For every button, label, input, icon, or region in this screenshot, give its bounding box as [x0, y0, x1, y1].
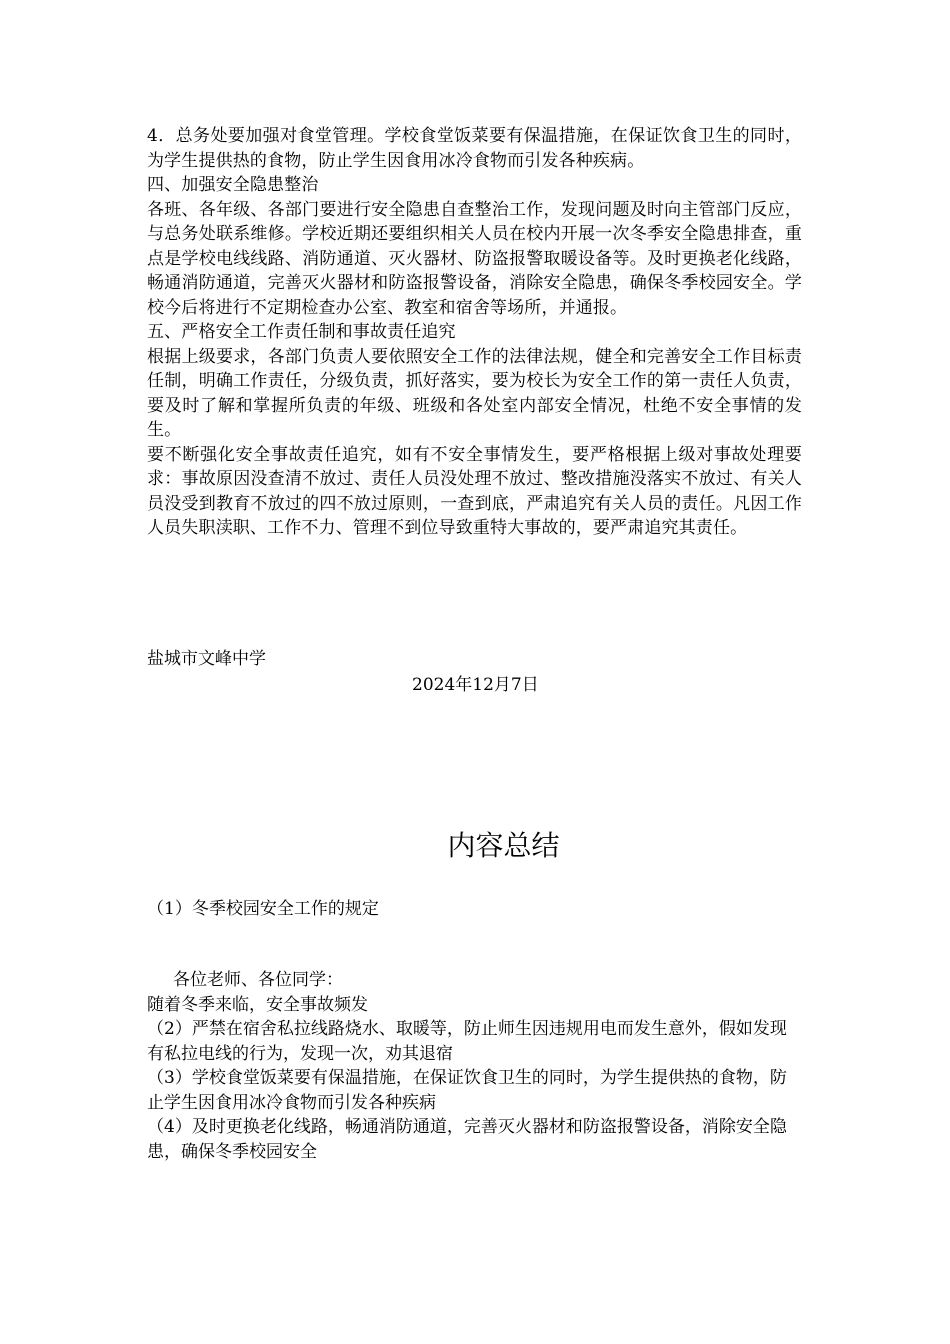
document-body — [147, 124, 802, 541]
summary-line: 随着冬季来临，安全事故频发 — [147, 994, 368, 1015]
paragraph-accountability: 要不断强化安全事故责任追究，如有不安全事情发生，要严格根据上级对事故处理要求：事故原因没查清不放过、责任人员没处理不放过、整改措施没落实不放过、有关人员没受到教育不放过的四不放过原则，一查到底，严肃追究有关人员的责任。凡因工作人员失职渎职、工作不力、管理不到位导致重特大事故的，要严肃追究其责任。 — [147, 444, 802, 538]
summary-subtitle: （1）冬季校园安全工作的规定 — [147, 899, 379, 919]
summary-greeting: 各位老师、各位同学： — [173, 970, 343, 990]
section-heading-responsibility: 五、严格安全工作责任制和事故责任追究 — [147, 322, 456, 342]
summary-body — [147, 968, 802, 1164]
section-heading-hazard-rectification: 四、加强安全隐患整治 — [147, 175, 319, 195]
summary-line: （2）严禁在宿舍私拉线路烧水、取暖等，防止师生因违规用电而发生意外，假如发现有私拉电线的行为，发现一次，劝其退宿 — [147, 1019, 787, 1064]
paragraph-responsibility-system: 根据上级要求，各部门负责人要依照安全工作的法律法规，健全和完善安全工作目标责任制，明确工作责任，分级负责，抓好落实，要为校长为安全工作的第一责任人负责，要及时了解和掌握所负责的年级、班级和各处室内部安全情况，杜绝不安全事情的发生。 — [147, 346, 802, 440]
paragraph-cafeteria-management: 4．总务处要加强对食堂管理。学校食堂饭菜要有保温措施，在保证饮食卫生的同时，为学生提供热的食物，防止学生因食用冰冷食物而引发各种疾病。 — [147, 126, 802, 171]
summary-line: （3）学校食堂饭菜要有保温措施，在保证饮食卫生的同时，为学生提供热的食物，防止学生因食用冰冷食物而引发各种疾病 — [147, 1068, 787, 1113]
paragraph-hazard-inspection: 各班、各年级、各部门要进行安全隐患自查整治工作，发现问题及时向主管部门反应，与总务处联系维修。学校近期还要组织相关人员在校内开展一次冬季安全隐患排查，重点是学校电线线路、消防通道、灭火器材、防盗报警取暖设备等。及时更换老化线路，畅通消防通道，完善灭火器材和防盗报警设备，消除安全隐患，确保冬季校园安全。学校今后将进行不定期检查办公室、教室和宿舍等场所，并通报。 — [147, 199, 802, 318]
summary-title: 内容总结 — [447, 829, 560, 862]
document-date: 2024年12月7日 — [412, 675, 539, 695]
summary-line: （4）及时更换老化线路，畅通消防通道，完善灭火器材和防盗报警设备，消除安全隐患，确保冬季校园安全 — [147, 1117, 787, 1162]
school-signature: 盐城市文峰中学 — [147, 649, 266, 669]
